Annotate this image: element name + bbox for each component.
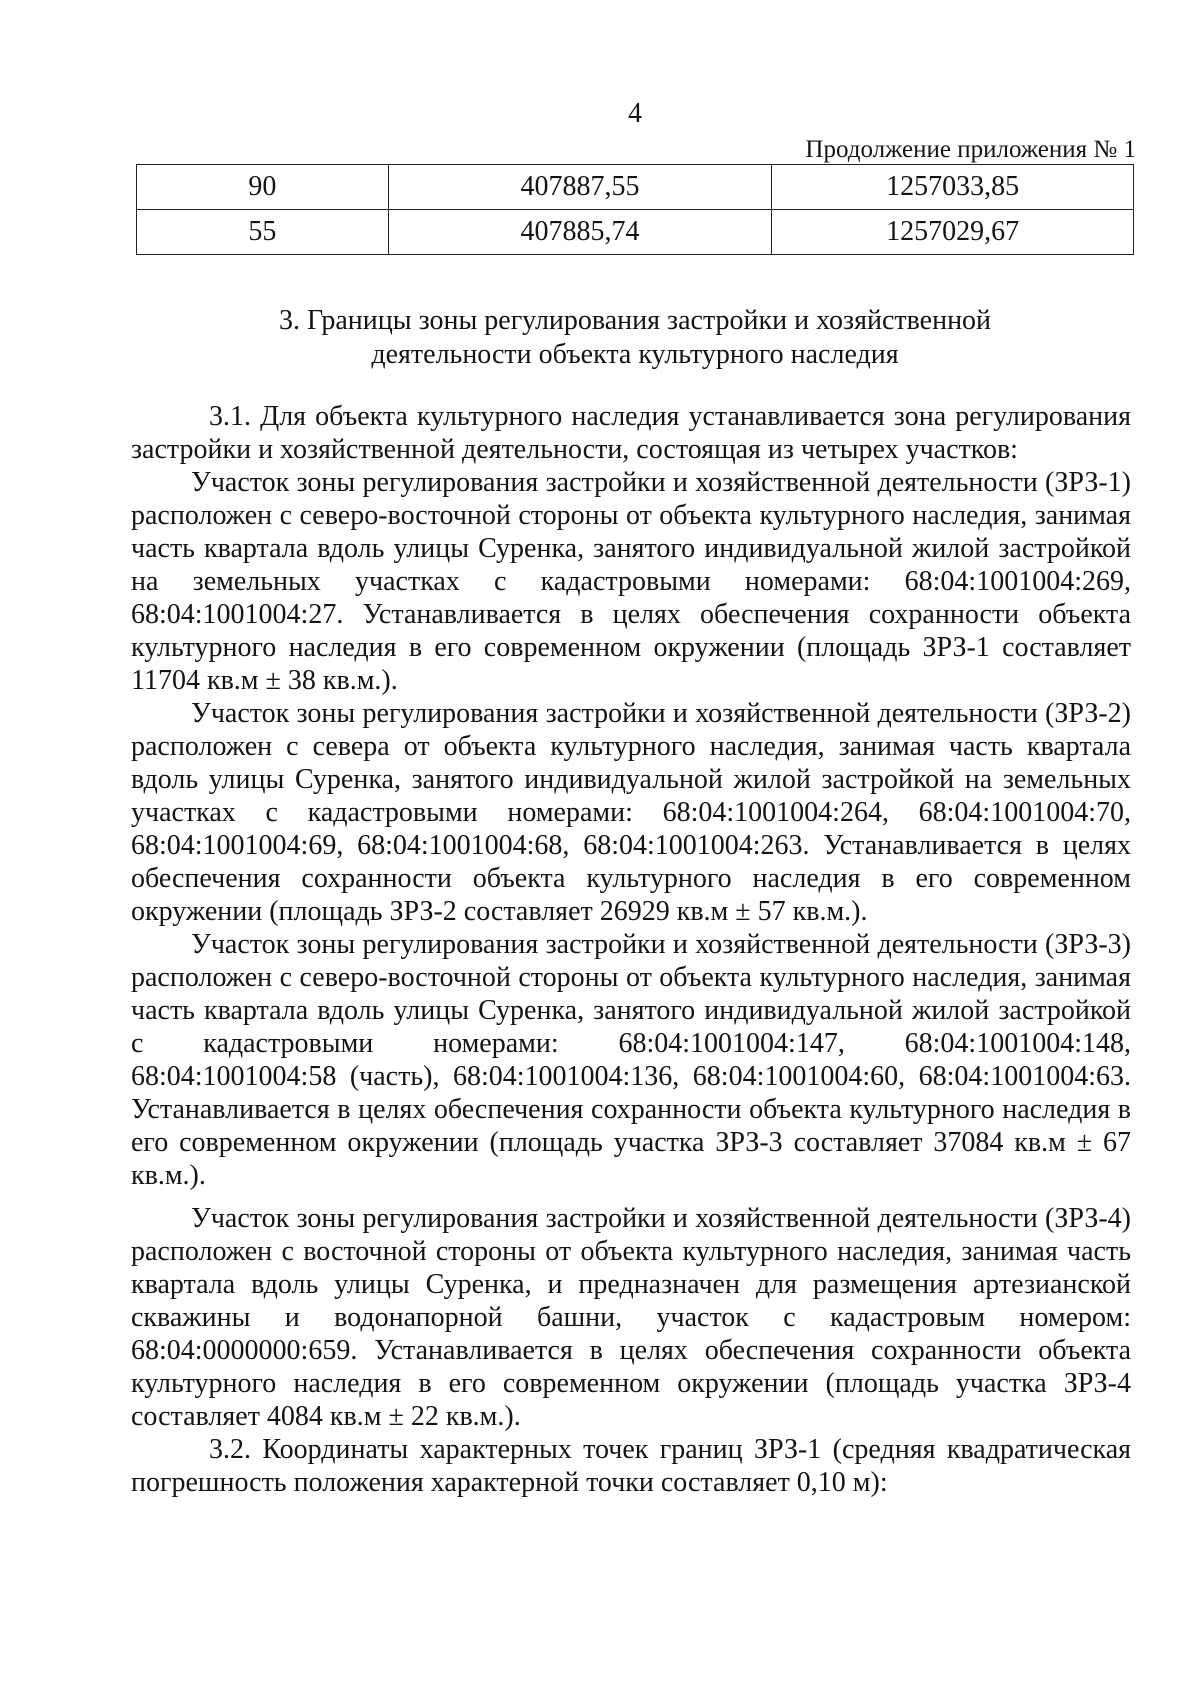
page-number: 4 bbox=[628, 98, 642, 129]
paragraph-zrz-1: Участок зоны регулирования застройки и хозяйственной деятельности (ЗРЗ-1) расположен с северо-восточной стороны от объекта культурного наследия, занимая часть квартала вдоль улицы Суренка, занятого индивидуальной жилой застройкой на земельных участках с кадастровыми номерами: 68:04:1001004:269, 68:04:1001004:27. Устанавливается в целях обеспечения сохранности объекта культурного наследия в его современном окружении (площадь ЗРЗ-1 составляет 11704 кв.м ± 38 кв.м.). bbox=[131, 467, 1131, 696]
table-row bbox=[137, 210, 1134, 255]
section-heading: 3. Границы зоны регулирования застройки и хозяйственной деятельности объекта культурного наследия bbox=[278, 305, 992, 370]
y-coordinate-cell: 1257029,67 bbox=[772, 210, 1134, 255]
y-coordinate-cell: 1257033,85 bbox=[772, 165, 1134, 210]
continuation-label: Продолжение приложения № 1 bbox=[805, 136, 1136, 163]
paragraph-3-2: 3.2. Координаты характерных точек границ ЗРЗ-1 (средняя квадратическая погрешность положения характерной точки составляет 0,10 м): bbox=[131, 1434, 1131, 1498]
section-body bbox=[131, 400, 1131, 1499]
paragraph-zrz-3: Участок зоны регулирования застройки и хозяйственной деятельности (ЗРЗ-3) расположен с северо-восточной стороны от объекта культурного наследия, занимая часть квартала вдоль улицы Суренка, занятого индивидуальной жилой застройкой с кадастровыми номерами: 68:04:1001004:147, 68:04:1001004:148, 68:04:1001004:58 (часть), 68:04:1001004:136, 68:04:1001004:60, 68:04:1001004:63. Устанавливается в целях обеспечения сохранности объекта культурного наследия в его современном окружении (площадь участка ЗРЗ-3 составляет 37084 кв.м ± 67 кв.м.). bbox=[131, 929, 1131, 1191]
x-coordinate-cell: 407885,74 bbox=[388, 210, 772, 255]
paragraph-zrz-2: Участок зоны регулирования застройки и хозяйственной деятельности (ЗРЗ-2) расположен с севера от объекта культурного наследия, занимая часть квартала вдоль улицы Суренка, занятого индивидуальной жилой застройкой на земельных участках с кадастровыми номерами: 68:04:1001004:264, 68:04:1001004:70, 68:04:1001004:69, 68:04:1001004:68, 68:04:1001004:263. Устанавливается в целях обеспечения сохранности объекта культурного наследия в его современном окружении (площадь ЗРЗ-2 составляет 26929 кв.м ± 57 кв.м.). bbox=[131, 698, 1131, 927]
coordinate-table bbox=[136, 164, 1134, 255]
table-row bbox=[137, 165, 1134, 210]
paragraph-3-1: 3.1. Для объекта культурного наследия устанавливается зона регулирования застройки и хозяйственной деятельности, состоящая из четырех участков: bbox=[131, 401, 1131, 465]
point-number-cell: 55 bbox=[137, 210, 389, 255]
point-number-cell: 90 bbox=[137, 165, 389, 210]
x-coordinate-cell: 407887,55 bbox=[388, 165, 772, 210]
paragraph-zrz-4: Участок зоны регулирования застройки и хозяйственной деятельности (ЗРЗ-4) расположен с восточной стороны от объекта культурного наследия, занимая часть квартала вдоль улицы Суренка, и предназначен для размещения артезианской скважины и водонапорной башни, участок с кадастровым номером: 68:04:0000000:659. Устанавливается в целях обеспечения сохранности объекта культурного наследия в его современном окружении (площадь участка ЗРЗ-4 составляет 4084 кв.м ± 22 кв.м.). bbox=[131, 1203, 1131, 1432]
